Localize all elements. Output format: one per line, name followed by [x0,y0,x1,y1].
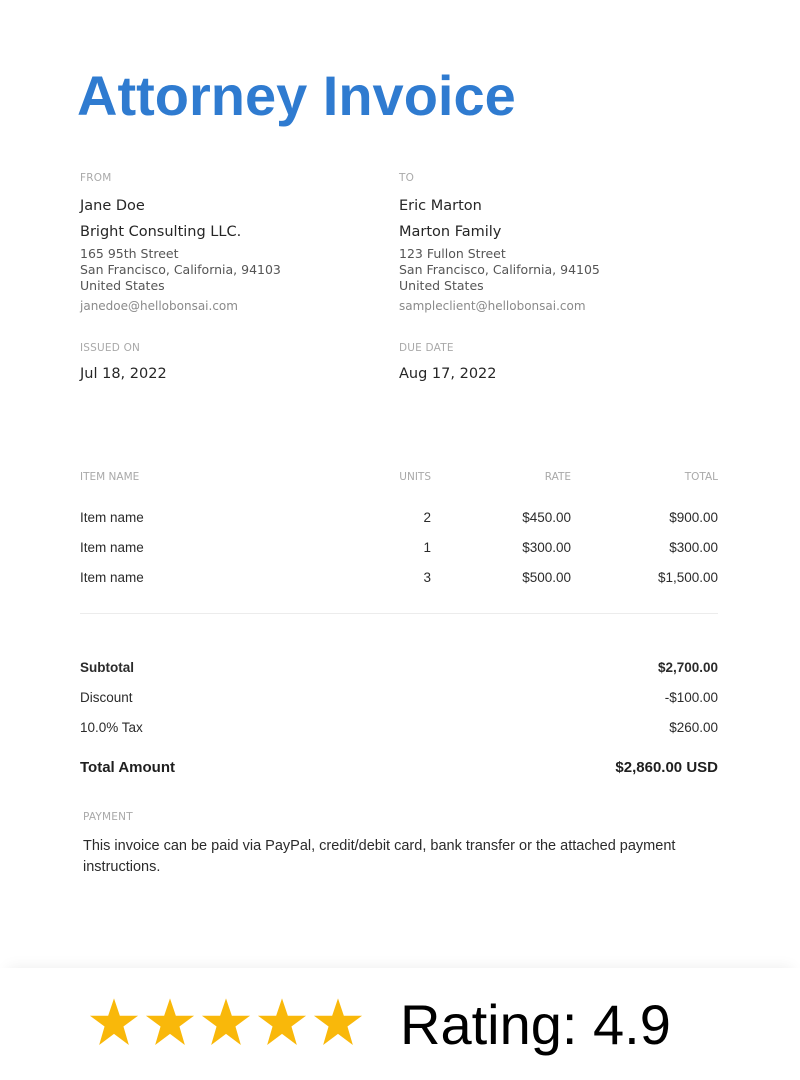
to-section [399,172,699,314]
from-address-line2: San Francisco, California, 94103 [80,262,281,277]
item-rate: $500.00 [522,569,571,585]
header-item-name: ITEM NAME [80,471,140,483]
due-date-label: DUE DATE [399,342,454,354]
subtotal-label: Subtotal [80,659,134,675]
item-total: $300.00 [669,539,718,555]
table-row [80,532,718,562]
issued-on-value: Jul 18, 2022 [80,366,167,382]
payment-label: PAYMENT [83,811,133,823]
to-address-line3: United States [399,278,484,293]
tax-value: $260.00 [669,719,718,735]
star-icon [87,995,141,1049]
item-rate: $300.00 [522,539,571,555]
total-amount-label: Total Amount [80,758,175,776]
discount-label: Discount [80,689,133,705]
items-table-header [80,469,718,485]
star-icon [199,995,253,1049]
item-name: Item name [80,539,144,555]
to-address [399,246,699,294]
issued-on-label: ISSUED ON [80,342,141,354]
due-date-section [399,342,699,382]
due-date-value: Aug 17, 2022 [399,366,497,382]
from-email: janedoe@hellobonsai.com [80,299,238,313]
to-address-line2: San Francisco, California, 94105 [399,262,600,277]
from-name: Jane Doe [80,198,145,214]
items-table [80,469,718,592]
discount-row [80,682,718,712]
from-address-line1: 165 95th Street [80,246,179,261]
to-company: Marton Family [399,224,502,240]
header-total: TOTAL [684,471,718,483]
from-address [80,246,380,294]
table-row [80,502,718,532]
total-amount-value: $2,860.00 USD [615,758,718,776]
item-total: $1,500.00 [657,569,718,585]
to-email: sampleclient@hellobonsai.com [399,299,586,313]
header-units: UNITS [399,471,431,483]
item-name: Item name [80,569,144,585]
item-name: Item name [80,509,144,525]
from-address-line3: United States [80,278,165,293]
total-amount-row [80,752,718,782]
tax-row [80,712,718,742]
header-rate: RATE [544,471,571,483]
issued-on-section [80,342,380,382]
item-units: 2 [423,509,431,525]
summary-section [80,652,718,782]
item-total: $900.00 [669,509,718,525]
subtotal-row [80,652,718,682]
invoice-title: Attorney Invoice [77,64,516,127]
star-icon [311,995,365,1049]
rating-stars [87,995,365,1049]
item-units: 1 [423,539,431,555]
subtotal-value: $2,700.00 [657,659,718,675]
from-label: FROM [80,172,112,184]
item-units: 3 [423,569,431,585]
table-row [80,562,718,592]
from-company: Bright Consulting LLC. [80,224,242,240]
payment-text: This invoice can be paid via PayPal, credit/debit card, bank transfer or the attached payment instructions. [83,838,676,875]
to-address-line1: 123 Fullon Street [399,246,506,261]
to-label: TO [399,172,415,184]
star-icon [255,995,309,1049]
from-section [80,172,380,314]
star-icon [143,995,197,1049]
tax-label: 10.0% Tax [80,719,143,735]
rating-text: Rating: 4.9 [400,993,671,1056]
payment-section [83,811,723,878]
items-divider [80,613,718,614]
discount-value: -$100.00 [664,689,718,705]
to-name: Eric Marton [399,198,482,214]
item-rate: $450.00 [522,509,571,525]
